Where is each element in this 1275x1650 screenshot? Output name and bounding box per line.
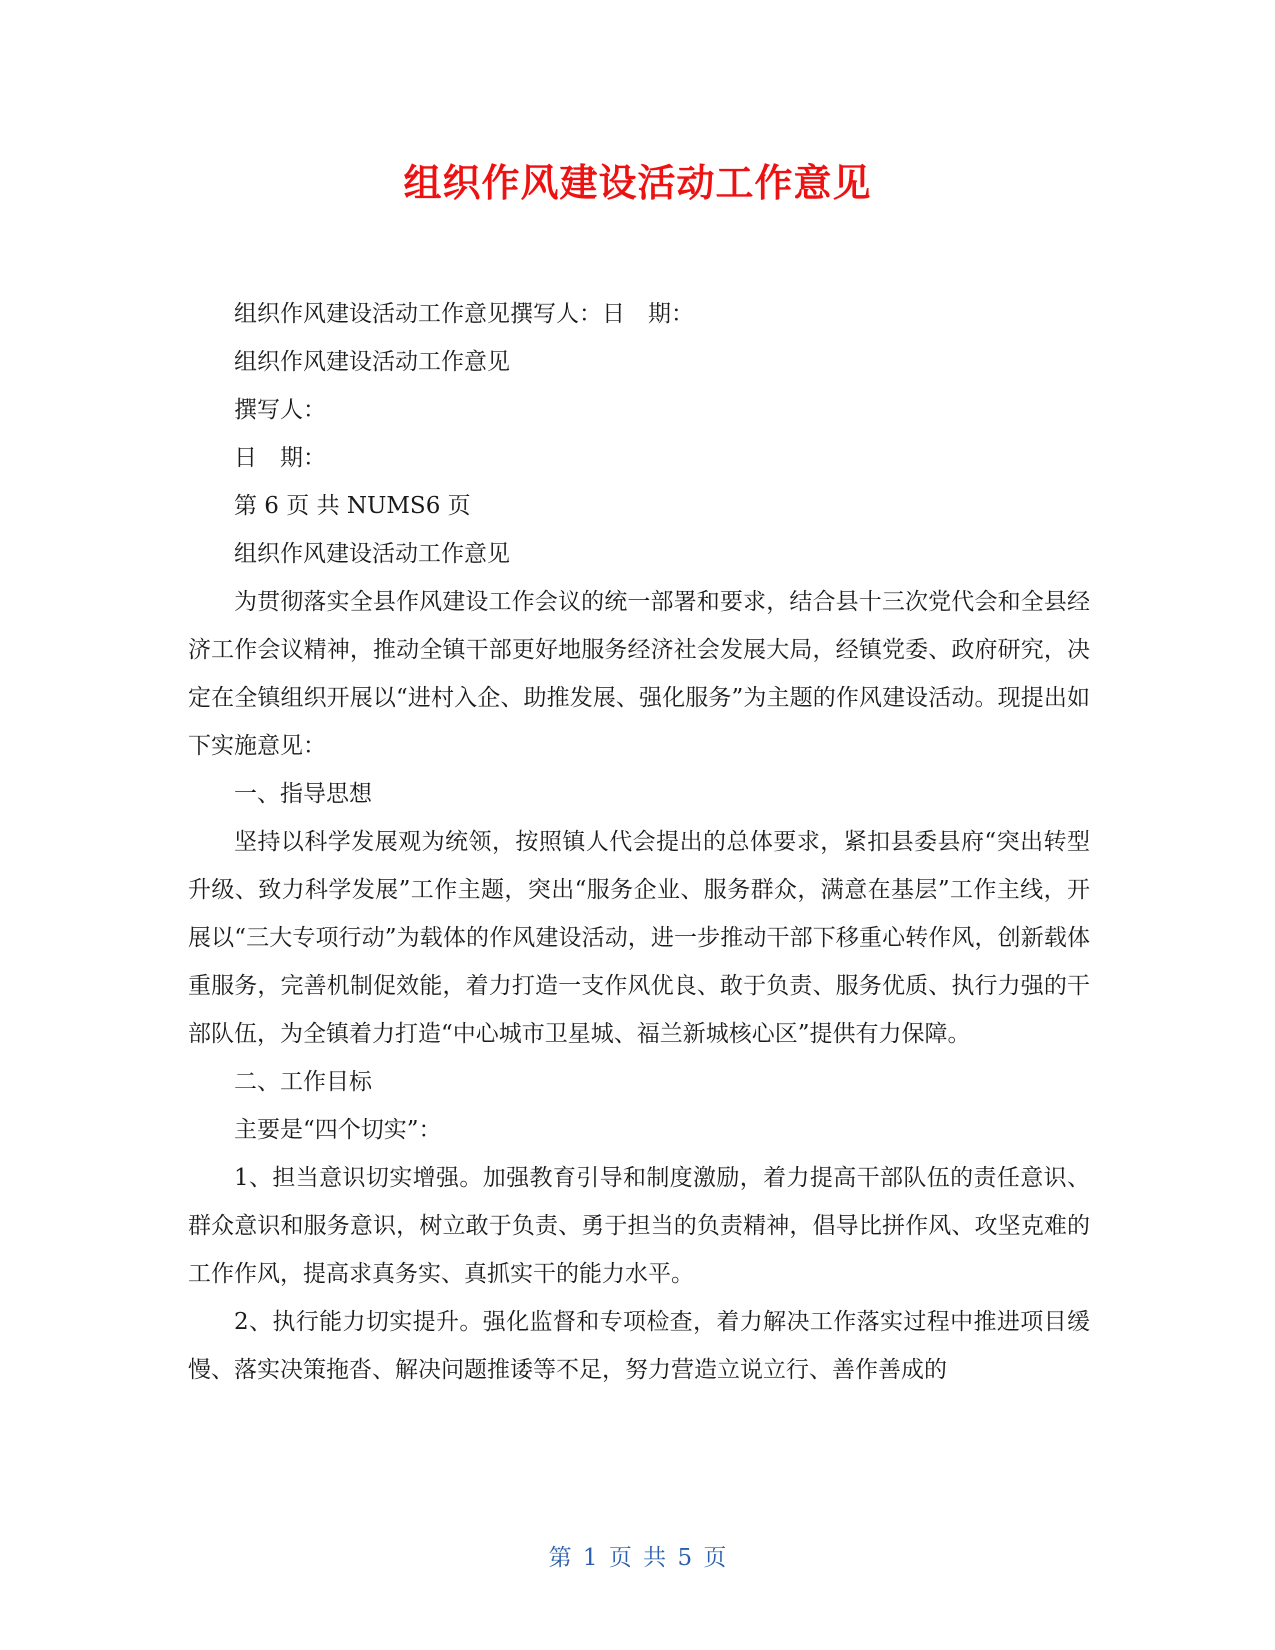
paragraph: 日 期： [234, 445, 326, 471]
paragraph: 组织作风建设活动工作意见 [234, 541, 510, 567]
paragraph: 坚持以科学发展观为统领，按照镇人代会提出的总体要求，紧扣县委县府“突出转型升级、致力科学发展”工作主题，突出“服务企业、服务群众，满意在基层”工作主线，开展以“三大专项行动”为载体的作风建设活动，进一步推动干部下移重心转作风，创新载体重服务，完善机制促效能，着力打造一支作风优良、敢于负责、服务优质、执行力强的干部队伍，为全镇着力打造“中心城市卫星城、福兰新城核心区”提供有力保障。 [188, 829, 1090, 1047]
document-title: 组织作风建设活动工作意见 [403, 161, 872, 205]
paragraph: 1、担当意识切实增强。加强教育引导和制度激励，着力提高干部队伍的责任意识、群众意识和服务意识，树立敢于负责、勇于担当的负责精神，倡导比拼作风、攻坚克难的工作作风，提高求真务实、真抓实干的能力水平。 [188, 1165, 1090, 1287]
section-heading: 一、指导思想 [234, 781, 372, 807]
paragraph: 为贯彻落实全县作风建设工作会议的统一部署和要求，结合县十三次党代会和全县经济工作会议精神，推动全镇干部更好地服务经济社会发展大局，经镇党委、政府研究，决定在全镇组织开展以“进村入企、助推发展、强化服务”为主题的作风建设活动。现提出如下实施意见： [188, 589, 1090, 759]
document-body [188, 290, 1090, 1394]
paragraph: 组织作风建设活动工作意见撰写人：日 期： [234, 301, 694, 327]
paragraph: 撰写人： [234, 397, 326, 423]
section-heading: 二、工作目标 [234, 1069, 372, 1095]
paragraph: 主要是“四个切实”： [234, 1117, 442, 1143]
paragraph: 组织作风建设活动工作意见 [234, 349, 510, 375]
paragraph: 2、执行能力切实提升。强化监督和专项检查，着力解决工作落实过程中推进项目缓慢、落实决策拖沓、解决问题推诿等不足，努力营造立说立行、善作善成的 [188, 1309, 1090, 1383]
paragraph: 第 6 页 共 NUMS6 页 [234, 493, 471, 519]
page-number-footer: 第 1 页 共 5 页 [548, 1545, 727, 1571]
